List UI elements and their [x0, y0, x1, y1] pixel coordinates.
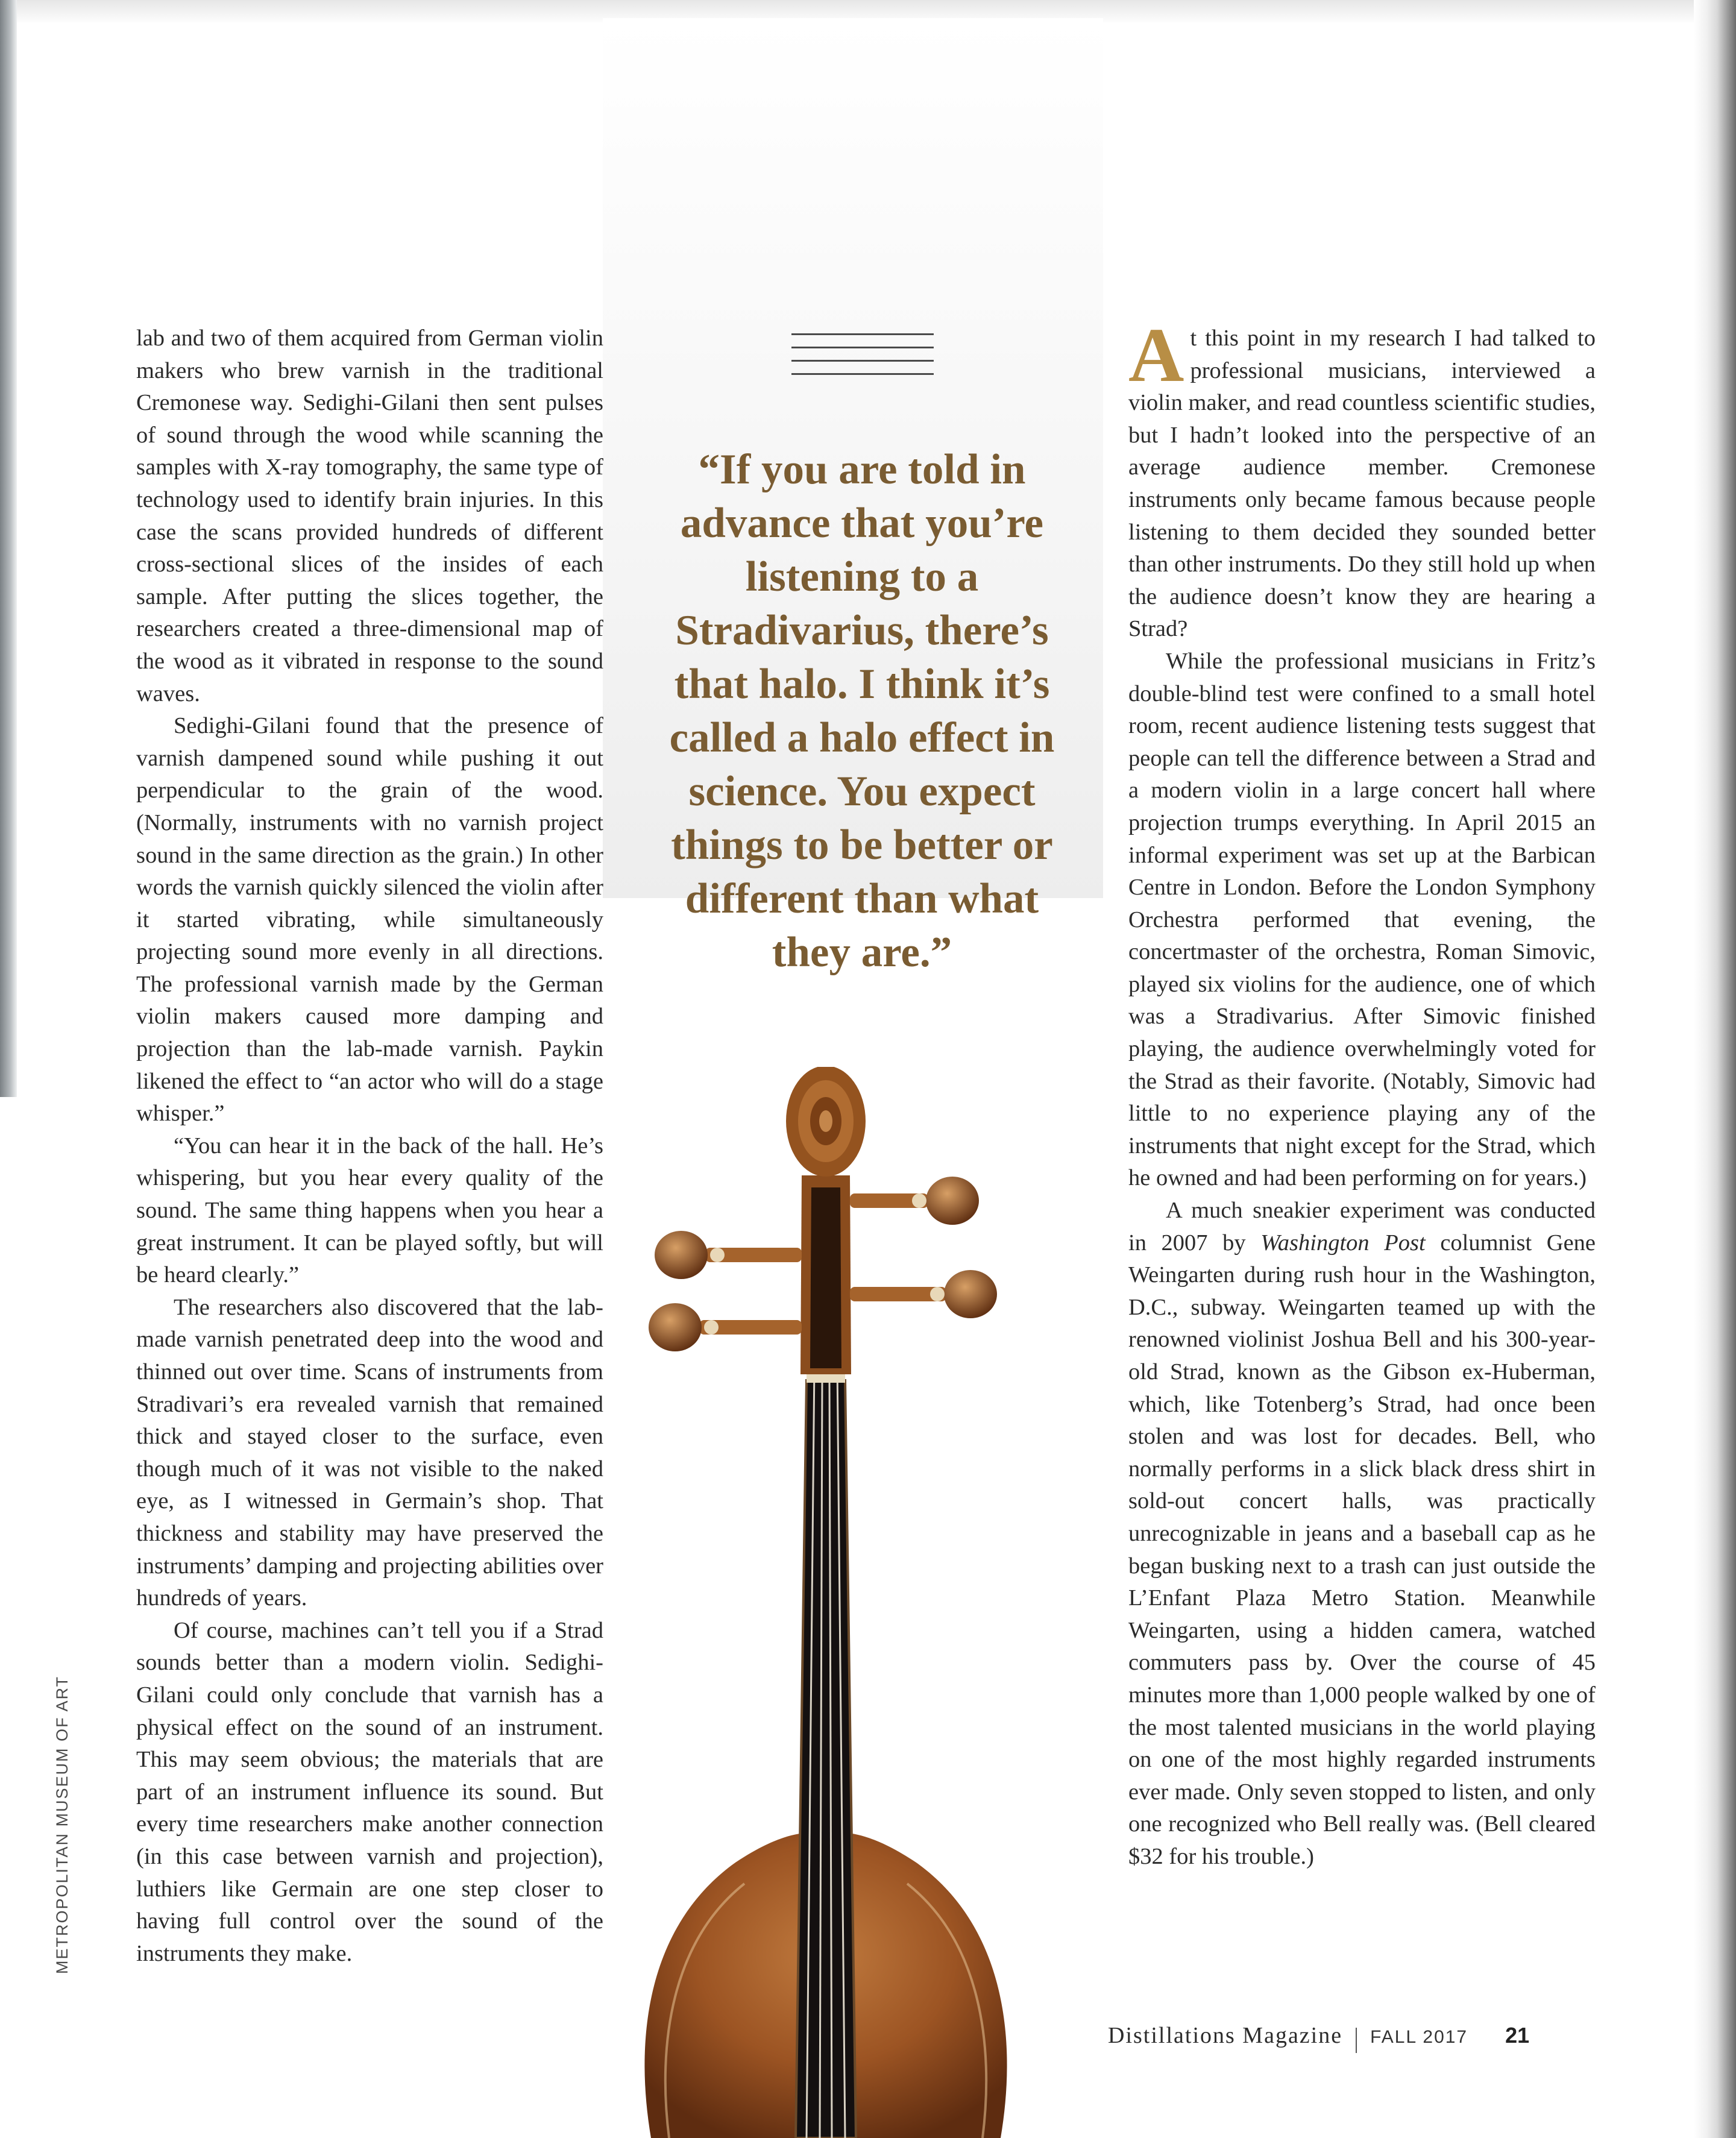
paragraph: “You can hear it in the back of the hall. He’s whispering, but you hear every quality of the sound. The same thing happens when you hear a great instrument. It can be played softly, but will be heard clearly.” — [136, 1133, 603, 1288]
scan-right-edge — [1694, 0, 1736, 2138]
decorative-rules — [791, 333, 934, 386]
page-footer — [1108, 2022, 1529, 2058]
scan-left-edge — [0, 0, 17, 1097]
drop-cap: A — [1128, 312, 1184, 398]
paragraph: Sedighi-Gilani found that the presence of varnish dampened sound while pushing it out perpendicular to the grain of the wood. (Normally, instruments with no varnish project sound in the same direction as the grain.) In other words the varnish quickly silenced the violin after it started vibrating, while simultaneously projecting sound more evenly in all directions. The professional varnish made by the German violin makers caused more damping and projection than the lab-made varnish. Paykin likened the effect to “an actor who will do a stage whisper.” — [136, 713, 603, 1127]
rule-line — [791, 347, 934, 348]
violin-photo — [615, 1067, 1037, 2138]
paragraph-text: A much sneakier experiment was conducted in 2007 by — [1128, 1198, 1596, 1256]
publication-title: Washington Post — [1260, 1230, 1426, 1256]
paragraph-text: t this point in my research I had talked to professional musicians, interviewed a violin maker, and read countless scientific studies, but I hadn’t looked into the perspective of an average audience member. Cremonese instruments only became famous because people listening to them decided they sounded better than other instruments. Do they still hold up when the audience doesn’t know they are hearing a Strad? — [1128, 325, 1596, 642]
right-text-column — [1128, 312, 1596, 1873]
rule-line — [791, 360, 934, 362]
footer-divider — [1356, 2028, 1357, 2053]
issue-label: FALL 2017 — [1370, 2027, 1468, 2047]
paragraph: Of course, machines can’t tell you if a Strad sounds better than a modern violin. Sedighi-Gilani could only conclude that varnish has a physical effect on the sound of an instrument. This may seem obvious; the materials that are part of an instrument influence its sound. But every time researchers make another connection (in this case between varnish and projection), luthiers like Germain are one step closer to having full control over the sound of the instruments they make. — [136, 1617, 603, 1966]
paragraph-text: columnist Gene Weingarten during rush hour in the Washington, D.C., subway. Weingarten teamed up with the renowned violinist Joshua Bell and his 300-year-old Strad, known as the Gibson ex-Huberman, which, like Totenberg’s Strad, had once been stolen and was lost for decades. Bell, who normally performs in a slick black dress shirt in sold-out concert halls, was practically unrecognizable in jeans and a baseball cap as he began busking next to a trash can just outside the L’Enfant Plaza Metro Station. Meanwhile Weingarten, using a hidden camera, watched commuters pass by. Over the course of 45 minutes more than 1,000 people walked by one of the most talented musicians in the world playing on one of the most highly regarded instruments ever made. Only seven stopped to listen, and only one recognized who Bell really was. (Bell cleared $32 for his trouble.) — [1128, 1230, 1596, 1869]
rule-line — [791, 333, 934, 335]
left-text-column — [136, 322, 603, 1970]
paragraph — [1128, 312, 1596, 646]
magazine-name: Distillations Magazine — [1108, 2023, 1343, 2048]
photo-credit: METROPOLITAN MUSEUM OF ART — [53, 1675, 71, 1974]
pull-quote: “If you are told in advance that you’re listening to a Stradivarius, there’s that halo. I think it’s called a halo effect in science. You expect things to be better or different than what they are.” — [669, 446, 1055, 976]
rule-line — [791, 373, 934, 375]
paragraph: While the professional musicians in Fritz’s double-blind test were confined to a small hotel room, recent audience listening tests suggest that people can tell the difference between a Strad and a modern violin in a large concert hall where projection trumps everything. In April 2015 an informal experiment was set up at the Barbican Centre in London. Before the London Symphony Orchestra performed that evening, the concertmaster of the orchestra, Roman Simovic, played six violins for the audience, one of which was a Stradivarius. After Simovic finished playing, the audience overwhelmingly voted for the Strad as their favorite. (Notably, Simovic had little to no experience playing any of the instruments that night except for the Strad, which he owned and had been performing on for years.) — [1128, 648, 1596, 1191]
paragraph — [1128, 1195, 1596, 1873]
page-number: 21 — [1505, 2023, 1530, 2048]
paragraph: lab and two of them acquired from German violin makers who brew varnish in the traditional Cremonese way. Sedighi-Gilani then sent pulses of sound through the wood while scanning the samples with X-ray tomography, the same type of technology used to identify brain injuries. In this case the scans provided hundreds of different cross-sectional slices of the insides of each sample. After putting the slices together, the researchers created a three-dimensional map of the wood as it vibrated in response to the sound waves. — [136, 325, 603, 706]
paragraph: The researchers also discovered that the lab-made varnish penetrated deep into the wood and thinned out over time. Scans of instruments from Stradivari’s era revealed varnish that remained thick and stayed closer to the surface, even though much of it was not visible to the naked eye, as I witnessed in Germain’s shop. That thickness and stability may have preserved the instruments’ damping and projecting abilities over hundreds of years. — [136, 1294, 603, 1611]
